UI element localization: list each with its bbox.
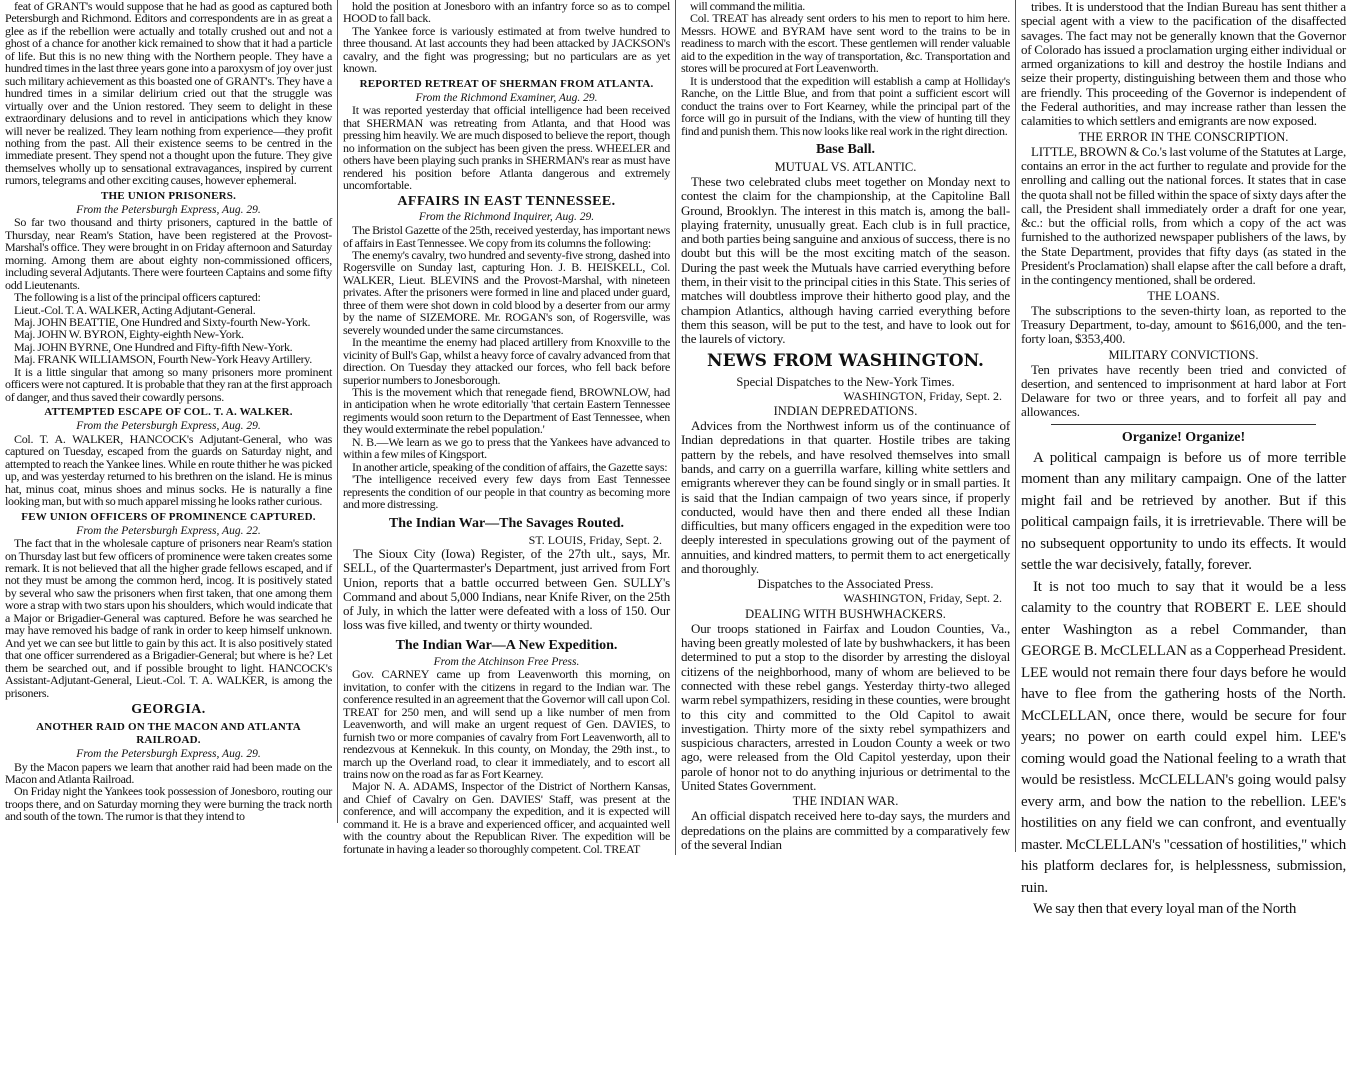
subheading: DEALING WITH BUSHWHACKERS. xyxy=(745,606,946,621)
section-heading: FEW UNION OFFICERS OF PROMINENCE CAPTURED. xyxy=(21,510,316,523)
paragraph: Maj. JOHN W. BYRON, Eighty-eighth New-York. xyxy=(14,327,244,342)
subheading: THE INDIAN WAR. xyxy=(792,794,899,809)
paragraph: LITTLE, BROWN & Co.'s last volume of the Statutes at Large, contains an error in the act further to regulate and provide for the enrolling and calling out the national forces. It states that in case the quota shall not be filled within the space of sixty days after the call, the President shall immediately order a draft for one year, &c.: but the official rolls, from which a copy of the act was furnished to the authorized newspaper publishers of the laws, by the State Department, provides that fifty days (as stated in the President's Proclamation) shall elapse after the call before a draft, in the contingency mentioned, shall be ordered. xyxy=(1021,143,1346,288)
subheading: THE LOANS. xyxy=(1147,288,1220,303)
dateline: From the Petersburgh Express, Aug. 22. xyxy=(76,524,261,537)
paragraph: We say then that every loyal man of the North xyxy=(1033,901,1297,918)
subheading: Special Dispatches to the New-York Times. xyxy=(736,374,955,389)
column-3 xyxy=(676,0,1016,852)
paragraph: The Bristol Gazette of the 25th, received yesterday, has important news of affairs in East Tennessee. We copy from its columns the following: xyxy=(343,223,670,250)
subheading: MUTUAL VS. ATLANTIC. xyxy=(774,159,917,174)
paragraph: The following is a list of the principal officers captured: xyxy=(14,290,261,305)
paragraph: A political campaign is before us of more terrible moment than any military campaign. One of the latter might fail and be retrieved by another. But if this political campaign fails, it is irretrievable. There will be no subsequent opportunity to undo its effects. It would settle the war decisively, fatally, forever. xyxy=(1021,449,1346,574)
column-1 xyxy=(0,0,338,823)
dateline: From the Richmond Inquirer, Aug. 29. xyxy=(418,211,595,224)
paragraph: tribes. It is understood that the Indian Bureau has sent thither a special agent with a view to the pacification of the disaffected savages. The fact may not be generally known that the Governor of Colorado has issued a proclamation urging either individual or armed organizations to kill and destroy the hostile Indians and seize their property, distinguishing between them and those who are friendly. This proceeding of the Governor is independent of the Federal authorities, and may increase rather than lessen the calamities to which settlers and emigrants are now exposed. xyxy=(1021,0,1346,129)
subheading: Dispatches to the Associated Press. xyxy=(757,577,934,592)
paragraph: Lieut.-Col. T. A. WALKER, Acting Adjutant-General. xyxy=(14,302,256,317)
column-2 xyxy=(338,0,676,855)
paragraph: hold the position at Jonesboro with an infantry force so as to compel HOOD to fall back. xyxy=(343,0,670,26)
paragraph: Gov. CARNEY came up from Leavenworth this morning, on invitation, to confer with the citizens in regard to the Indian war. The conference resulted in an agreement that the Governor will call upon Col. TREAT for 250 men, and will send up a like number of men from Leavenworth, and will make an urgent request of Gen. DAVIES, to furnish two or more companies of cavalry from Fort Leavenworth, all to rendezvous at Kennekuk. In this county, on Monday, the 29th inst., to march up the Overland road, to clear it immediately, and to escort all trains now on the road as far as Fort Kearney. xyxy=(343,667,670,781)
divider xyxy=(1051,424,1316,425)
article-heading: Organize! Organize! xyxy=(1121,429,1246,445)
paragraph: It is a little singular that among so many prisoners more prominent officers were not captured. It is probable that they ran at the first approach of danger, and thus saved their cowardly persons. xyxy=(5,364,332,404)
article-heading: The Indian War—The Savages Routed. xyxy=(388,515,625,531)
paragraph: will command the militia. xyxy=(690,0,805,13)
paragraph: Maj. JOHN BEATTIE, One Hundred and Sixty-fourth New-York. xyxy=(14,315,311,330)
paragraph: An official dispatch received here to-day says, the murders and depredations on the plains are committed by a comparatively few of the several Indian xyxy=(681,808,1010,852)
paragraph: N. B.—We learn as we go to press that the Yankees have advanced to within a few miles of Kingsport. xyxy=(343,434,670,462)
paragraph: The enemy's cavalry, two hundred and seventy-five strong, dashed into Rogersville on Sunday last, capturing Hon. J. B. HEISKELL, Col. WALKER, Lieut. BLEVINS and the Provost-Marshal, with nineteen privates. After the prisoners were formed in line and placed under guard, three of them were shot down in cold blood by a deserter from our army by the name of SIZEMORE. Mr. ROGAN's son, of Rogersville, was severely wounded under the same circumstances. xyxy=(343,247,670,337)
paragraph: 'The intelligence received every few days from East Tennessee represents the condition of our people in that country as becoming more and more distressing. xyxy=(343,472,670,512)
dateline: From the Petersburgh Express, Aug. 29. xyxy=(76,203,261,216)
paragraph: Major N. A. ADAMS, Inspector of the District of Northern Kansas, and Chief of Cavalry on Gen. DAVIES' Staff, was present at the conference, and will accompany the expedition, and it is expected will command it. He is a brave and experienced officer, and acquainted well with the country about the Republican River. The expedition will be fortunate in having a leader so thoroughly competent. Col. TREAT xyxy=(343,779,670,856)
paragraph: Col. TREAT has already sent orders to his men to report to him here. Messrs. HOWE and BYRAM have sent word to the trains to be in readiness to march with the escort. These gentlemen will render valuable aid to the expedition in the way of transportation, &c. Transportation and stores will be procured at Fort Leavenworth. xyxy=(681,11,1010,76)
section-heading: ATTEMPTED ESCAPE OF COL. T. A. WALKER. xyxy=(44,406,293,419)
subheading: INDIAN DEPREDATIONS. xyxy=(773,404,918,419)
paragraph: The Sioux City (Iowa) Register, of the 27th ult., says, Mr. SELL, of the Quartermaster's Department, just arrived from Fort Union, reports that a battle occurred between Gen. SULLY's Command and about 5,000 Indians, near Knife River, on the 25th of July, in which the latter were defeated with a loss of 150. Our loss was five killed, and twenty or thirty wounded. xyxy=(343,546,670,633)
paragraph: Maj. JOHN BYRNE, One Hundred and Fifty-fifth New-York. xyxy=(14,339,293,354)
paragraph: feat of GRANT's would suppose that he had as good as captured both Petersburgh and Richmond. Editors and correspondents are in as great a glee as if the rebellion were actually and totally crushed out and not a ghost of a chance for another kick remained to show that it had a particle of life. But this is no new thing with the Northern people. They have a hundred times in the last three years gone into a paroxysm of joy over just such military achievement as this boasted one of GRANT's. They have a hundred times in a similar delirium cried out that the struggle was virtually over and the Union restored. They seem to delight in these extraordinary delusions and to revel in anticipations which they know will never be realized. They learn nothing from experience—they profit nothing from the past. All their existence seems to be centred in the immediate present. They spend not a thought upon the future. They give themselves wholly up to sensational extravagances, inspired by current rumors, telegrams and other exciting causes, however ephemeral. xyxy=(5,0,332,188)
subheading: THE ERROR IN THE CONSCRIPTION. xyxy=(1078,129,1289,144)
paragraph: So far two thousand and thirty prisoners, captured in the battle of Thursday, near Ream's Station, have been registered at the Provost-Marshal's office. They were brought in on Friday afternoon and Saturday morning. Among them are about eighty non-commissioned officers, including several Adjutants. There were fourteen Captains and some fifty odd Lieutenants. xyxy=(5,215,332,292)
article-heading: Base Ball. xyxy=(815,141,876,157)
section-heading: GEORGIA. xyxy=(131,701,206,717)
dateline: WASHINGTON, Friday, Sept. 2. xyxy=(843,591,1002,606)
dateline: From the Petersburgh Express, Aug. 29. xyxy=(76,420,261,433)
section-heading: THE UNION PRISONERS. xyxy=(100,189,237,202)
paragraph: Maj. FRANK WILLIAMSON, Fourth New-York Heavy Artillery. xyxy=(14,352,312,367)
dateline: WASHINGTON, Friday, Sept. 2. xyxy=(843,388,1002,403)
section-heading: ANOTHER RAID ON THE MACON AND ATLANTA RAILROAD. xyxy=(36,720,301,746)
article-heading: The Indian War—A New Expedition. xyxy=(395,637,618,653)
paragraph: The fact that in the wholesale capture of prisoners near Ream's station on Thursday last but few officers of prominence were taken creates some remark. It is not believed that all the higher grade fellows escaped, and if not they must be among the common herd, incog. It is positively stated by several who saw the prisoners when first taken, that one among them wore a strap with two stars upon his shoulders, which would indicate that a Major or Brigadier-General was captured. Before he was searched he may have removed his badge of rank in order to keep himself unknown. And yet we can see but little to gain by this act. It is also positively stated that one officer surrendered as a Brigadier-General; but where is he? Let them be searched out, and if possible brought to light. HANCOCK's Assistant-Adjutant-General, Lieut.-Col. T. A. WALKER, is among the prisoners. xyxy=(5,536,332,700)
paragraph: On Friday night the Yankees took possession of Jonesboro, routing our troops there, and on Saturday morning they were burning the track north and south of the town. The rumor is that they intend to xyxy=(5,784,332,824)
headline: NEWS FROM WASHINGTON. xyxy=(707,350,984,371)
paragraph: The subscriptions to the seven-thirty loan, as reported to the Treasury Department, to-day, amount to $616,000, and the ten-forty loan, $353,400. xyxy=(1021,302,1346,347)
dateline: From the Petersburgh Express, Aug. 29. xyxy=(76,747,261,760)
paragraph: It was reported yesterday that official intelligence had been received that SHERMAN was retreating from Atlanta, and that Hood was pressing him heavily. We are much disposed to believe the report, though no information on the subject has been given the press. WHEELER and others have been playing such pranks in SHERMAN's rear as must have rendered his position before Atlanta dangerous and extremely uncomfortable. xyxy=(343,103,670,193)
paragraph: It is not too much to say that it would be a less calamity to the country that ROBERT E. LEE should enter Washington as a rebel Commander, than GEORGE B. McCLELLAN as a Copperhead President. LEE would not remain there four days before he would have to flee from the gathering hosts of the North. McCLELLAN, once there, would be secure for four years; no power on earth could expel him. LEE's coming would goad the National feeling to a wrath that would be resistless. McCLELLAN's going would palsy every arm, and bow the nation to the rebellion. LEE's hostilities on any field we can confront, and eventually master. McCLELLAN's "cessation of hostilities," which his platform declares for, is helplessness, submission, ruin. xyxy=(1021,578,1346,896)
paragraph: It is understood that the expedition will establish a camp at Holliday's Ranche, on the Little Blue, and from that point a sufficient escort will conduct the trains over to Fort Kearney, while the principal part of the force will go in pursuit of the Indians, with the view of hunting till they find and punish them. This now looks like real work in the right direction. xyxy=(681,73,1010,138)
paragraph: Col. T. A. WALKER, HANCOCK's Adjutant-General, who was captured on Tuesday, escaped from the guards on Saturday night, and attempted to reach the Yankee lines. While en route thither he was picked up, and was yesterday returned to his brethren on the island. He is minus hat, minus coat, minus shoes and minus socks. He is naturally a fine looking man, but with so much apparel missing he looks rather curious. xyxy=(5,431,332,509)
dateline: From the Richmond Examiner, Aug. 29. xyxy=(415,91,598,104)
paragraph: Advices from the Northwest inform us of the continuance of Indian depredations in that quarter. Hostile tribes are taking pattern by the rebels, and have resolved themselves into small bands, and carry on a guerrilla warfare, killing white settlers and emigrants wherever they can be found singly or in small parties. It is said that the Indian campaign of two years since, if properly conducted, would have then and there ended all these Indian difficulties, but many officers engaged in the expedition were too deeply interested in speculations growing out of the payment of annuities, and kindred matters, to permit them to act energetically and thoroughly. xyxy=(681,418,1010,577)
paragraph: This is the movement which that renegade fiend, BROWNLOW, had in anticipation when he wrote editorially 'that certain Eastern Tennessee regiments would soon return to the Department of East Tennessee, when they would exterminate the rebel population.' xyxy=(343,384,670,437)
paragraph: In the meantime the enemy had placed artillery from Knoxville to the vicinity of Bull's Gap, whilst a heavy force of cavalry advanced from that direction. On Tuesday they attacked our forces, who fell back before superior numbers to Jonesborough. xyxy=(343,335,670,387)
section-heading: REPORTED RETREAT OF SHERMAN FROM ATLANTA. xyxy=(359,77,654,90)
section-heading: AFFAIRS IN EAST TENNESSEE. xyxy=(397,194,616,210)
subheading: MILITARY CONVICTIONS. xyxy=(1108,347,1259,362)
dateline: ST. LOUIS, Friday, Sept. 2. xyxy=(528,532,662,547)
paragraph: In another article, speaking of the condition of affairs, the Gazette says: xyxy=(352,459,668,474)
dateline: From the Atchinson Free Press. xyxy=(433,655,580,668)
paragraph: Ten privates have recently been tried and convicted of desertion, and sentenced to imprisonment at hard labor at Fort Delaware for two or three years, and to forfeit all pay and allowances. xyxy=(1021,361,1346,420)
column-4 xyxy=(1016,0,1351,921)
paragraph: By the Macon papers we learn that another raid had been made on the Macon and Atlanta Railroad. xyxy=(5,759,332,787)
paragraph: Our troops stationed in Fairfax and Loudon Counties, Va., having been greatly molested of late by bushwhackers, it has been determined to put a stop to the disorder by arresting the disloyal citizens of the neighborhood, many of whom are believed to be connected with these rebel gangs. Yesterday thirty-two alleged warm rebel sympathizers, residing in these counties, were brought to this city and committed to the Old Capitol to await investigation. Thirty more of the sixty rebel sympathizers and suspicious characters, arrested in Loudon County a week or two ago, were released from the Old Capitol yesterday, upon their parole of honor not to do anything injurious or detrimental to the United States Government. xyxy=(681,620,1010,794)
paragraph: These two celebrated clubs meet together on Monday next to contest the claim for the championship, at the Capitoline Ball Ground, Brooklyn. The interest in this match is, among the ball-playing fraternity, unusually great. Each club is in full practice, and both parties being sanguine and anxious of success, there is no doubt but this will be the most exciting match of the season. During the past week the Mutuals have carried everything before them, in their visit to the principal cities in this State. This series of matches will doubtless improve their hitherto good play, and the champion Atlantics, although having carried everything before them this season, will be put to the test, and have to look out for the laurels of victory. xyxy=(681,173,1010,347)
paragraph: The Yankee force is variously estimated at from twelve hundred to three thousand. At last accounts they had been attacked by JACKSON's cavalry, and the fight was progressing; but no particulars are as yet known. xyxy=(343,23,670,76)
